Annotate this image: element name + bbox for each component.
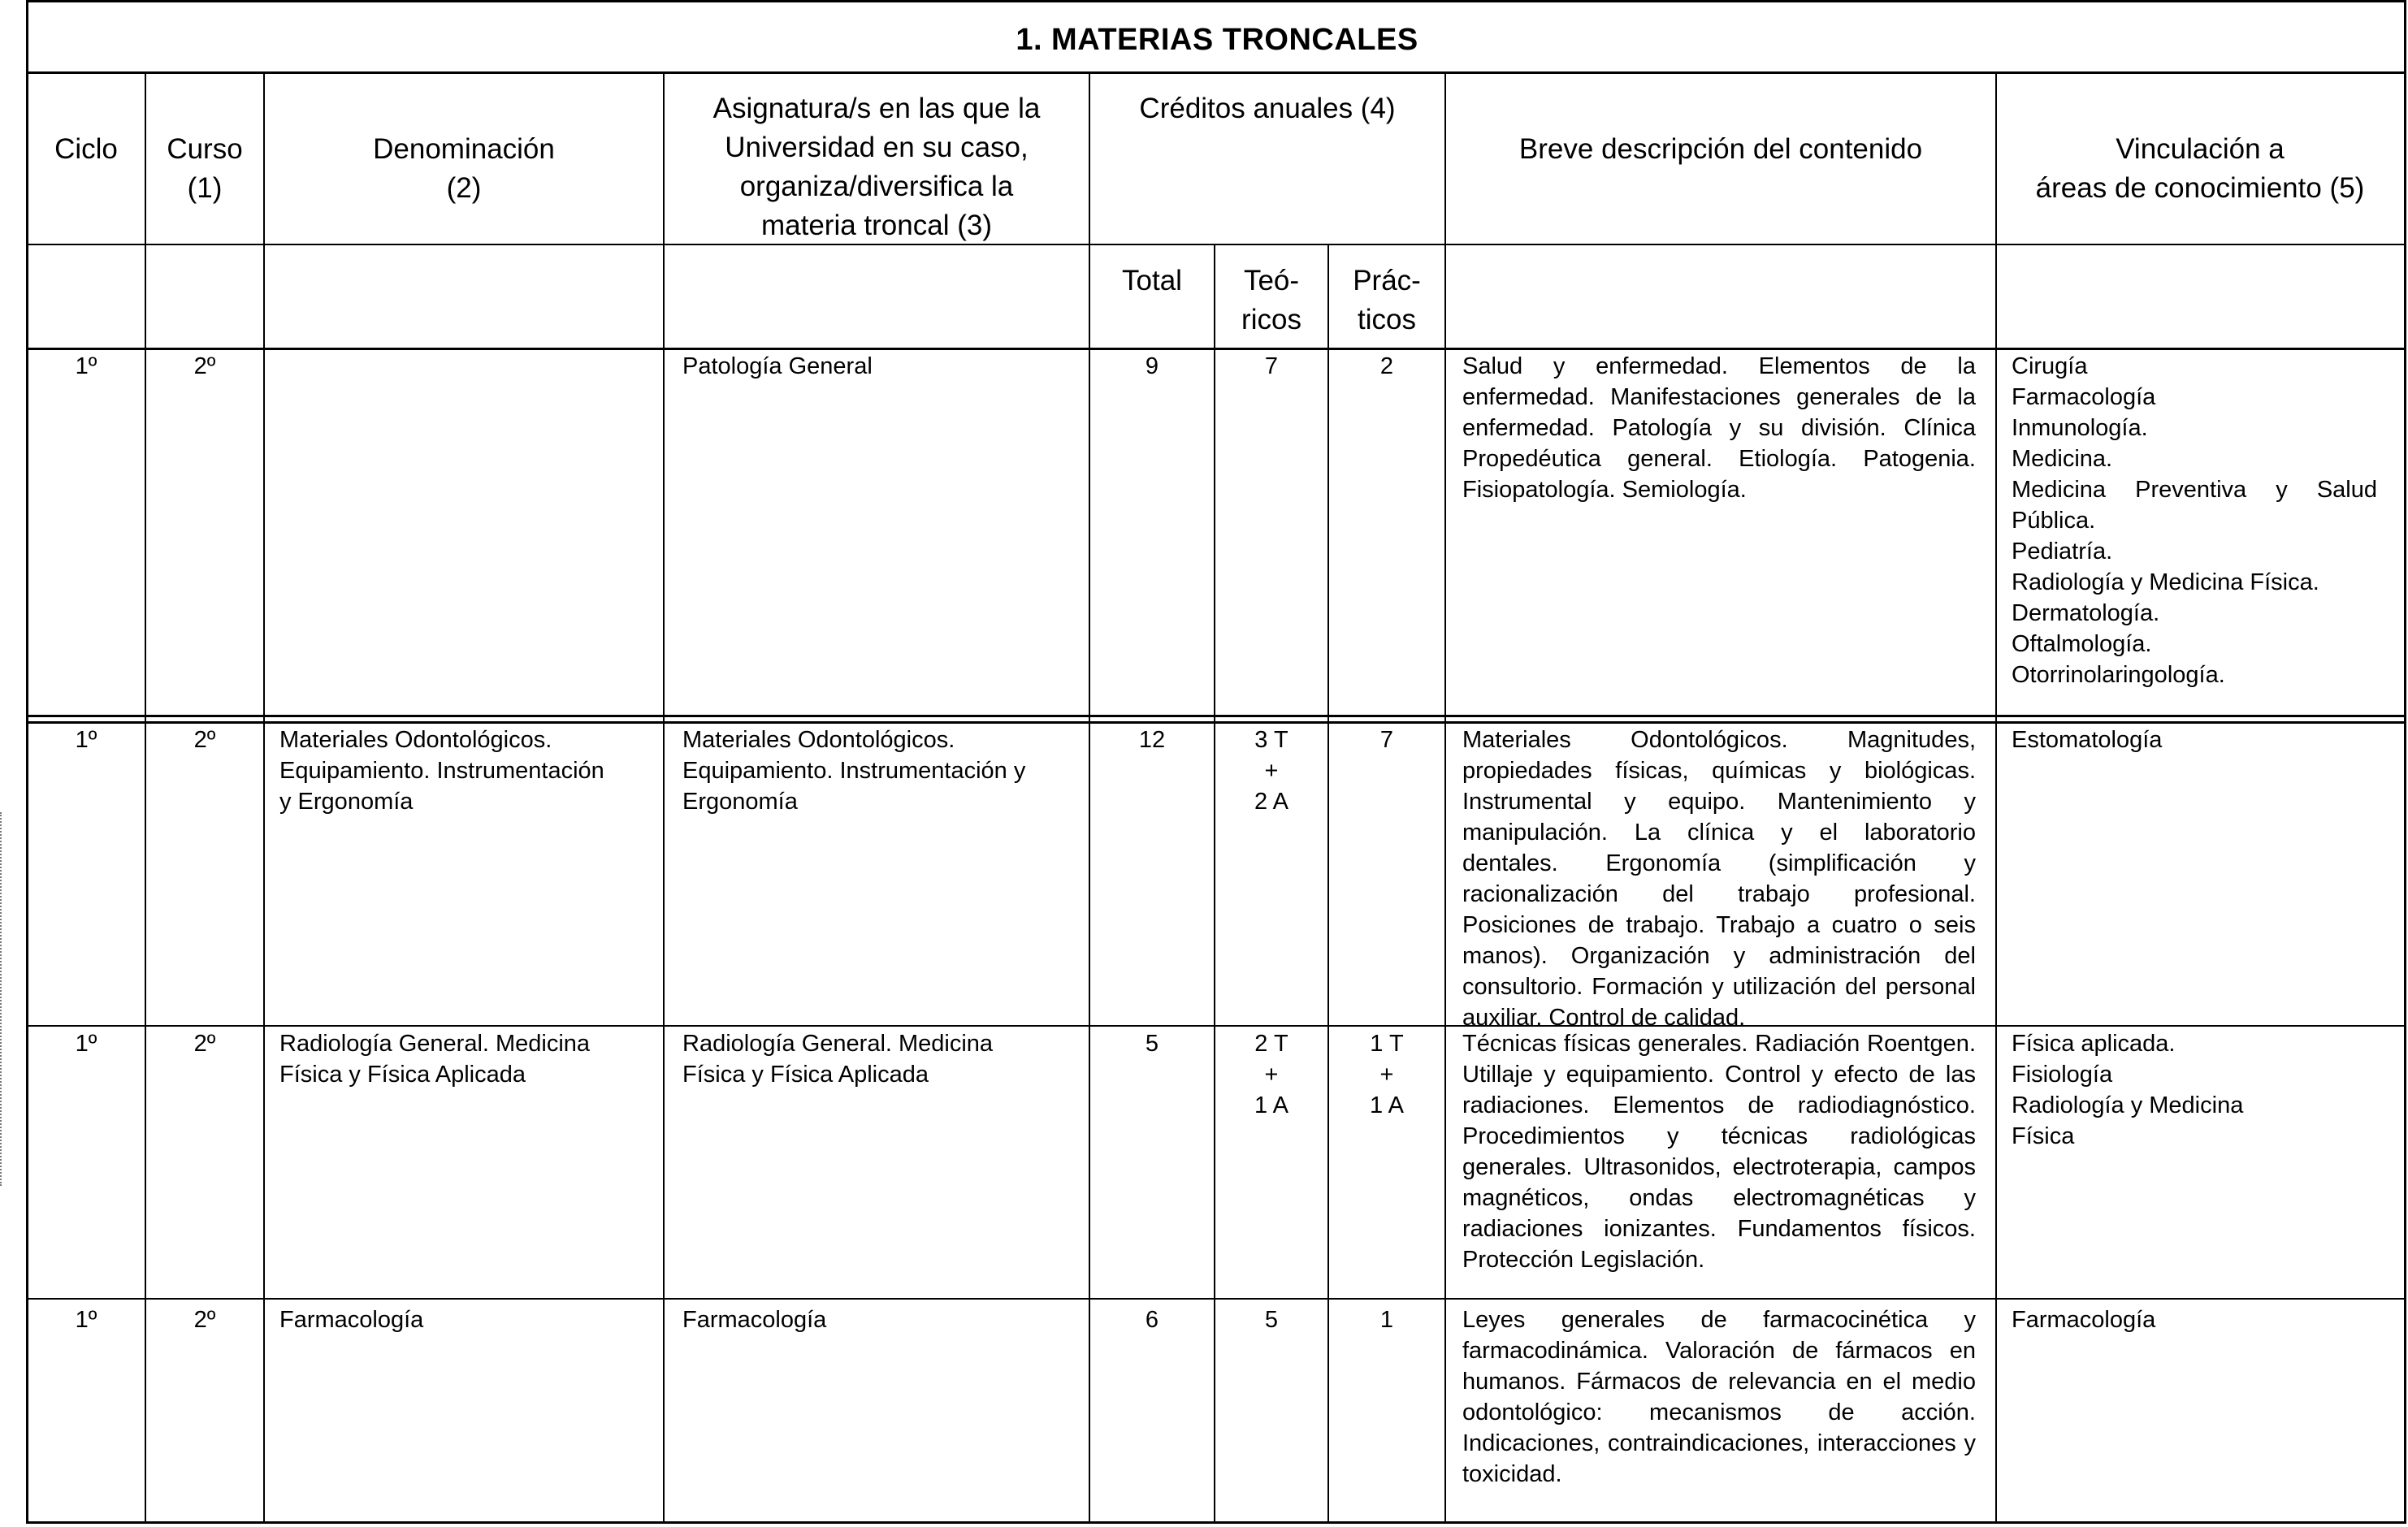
col-divider [263,71,265,348]
header-asignatura: Asignatura/s en las que la Universidad en su caso, organiza/diversifica la materia troncal (3) [712,93,1041,241]
col-divider [1995,348,1997,1524]
col-divider [1444,71,1446,348]
table-cell: 5 [1145,1031,1159,1057]
table-cell: 6 [1145,1307,1159,1333]
divider [26,244,2406,245]
header-vinculacion: Vinculación a áreas de conocimiento (5) [2035,133,2365,204]
table-cell: 2º [193,1031,216,1057]
header-practicos: Prác- ticos [1353,265,1421,335]
row-divider [26,1298,2406,1300]
scan-margin-marks [0,812,10,1186]
divider [26,348,2406,350]
table-cell: 2º [193,353,216,379]
table-cell: 2 [1379,353,1394,379]
table-cell: Física aplicada. Fisiología Radiología y Medicina Física [2012,1031,2244,1149]
table-cell: 12 [1138,727,1166,753]
table-cell: Farmacología [2012,1307,2156,1333]
header-denominacion: Denominación (2) [373,133,555,204]
table-cell: 2º [193,1307,216,1333]
table-cell: Farmacología [682,1307,827,1333]
table-cell: Radiología General. Medicina Física y Física Aplicada [279,1031,591,1088]
table-cell: 2º [193,727,216,753]
table-cell: 1º [75,1031,97,1057]
header-creditos: Créditos anuales (4) [1139,93,1396,124]
header-teoricos: Teó- ricos [1241,265,1301,335]
col-divider [145,348,146,1524]
table-cell: 7 [1264,353,1279,379]
table-cell: Patología General [682,353,873,379]
divider [26,71,2406,74]
table-cell: 1º [75,1307,97,1333]
table-cell: 7 [1379,727,1394,753]
table-cell: Materiales Odontológicos. Equipamiento. Instrumentación y Ergonomía [682,727,1026,815]
col-divider [663,348,665,1524]
table-cell: Técnicas físicas generales. Radiación Roentgen. Utillaje y equipamiento. Control y efecto de las radiaciones. Elementos de radiodiagnóstico. Procedimientos y técnicas radiológicas generales. Ultrasonidos, electroterapia, campos magnéticos, ondas electromagnéticas y radiaciones ionizantes. Fundamentos físicos. Protección Legislación. [1462,1031,1976,1273]
col-divider [1444,348,1446,1524]
table-cell: Estomatología [2012,727,2163,753]
table-cell: 1º [75,353,97,379]
page-title: 1. MATERIAS TRONCALES [1016,23,1418,57]
table-cell: 1º [75,727,97,753]
table-cell: Leyes generales de farmacocinética y farmacodinámica. Valoración de fármacos en humanos. Fármacos de relevancia en el medio odontológico: mecanismos de acción. Indicaciones, contraindicaciones, interacciones y toxicidad. [1462,1307,1976,1487]
table-cell: 3 T + 2 A [1254,727,1288,815]
row-divider [26,715,2406,717]
table-cell: Materiales Odontológicos. Magnitudes, propiedades físicas, químicas y biológicas. Instrumental y equipo. Mantenimiento y manipulación. La clínica y el laboratorio dentales. Ergonomía (simplificación y racionalización del trabajo profesional. Posiciones de trabajo. Trabajo a cuatro o seis manos). Organización y administración del consultorio. Formación y utilización del personal auxiliar. Control de calidad. [1462,727,1976,1031]
col-divider [1214,348,1215,1524]
header-descripcion: Breve descripción del contenido [1518,133,1923,165]
col-divider [263,348,265,1524]
header-curso: Curso (1) [167,133,243,204]
table-cell: 9 [1145,353,1159,379]
header-total: Total [1122,265,1182,296]
row-divider [26,1025,2406,1027]
table-cell: 2 T + 1 A [1254,1031,1288,1118]
table-cell: Radiología General. Medicina Física y Física Aplicada [682,1031,994,1088]
table-cell: Cirugía Farmacología Inmunología. Medicina. Medicina Preventiva y Salud Pública. Pediatría. Radiología y Medicina Física. Dermatología. Oftalmología. Otorrinolaringología. [2012,353,2377,688]
table-cell: Materiales Odontológicos. Equipamiento. Instrumentación y Ergonomía [279,727,604,815]
col-divider [145,71,146,348]
table-cell: 1 T + 1 A [1370,1031,1404,1118]
col-divider [1995,71,1997,348]
table-cell: 1 [1379,1307,1394,1333]
col-divider [1327,348,1329,1524]
table-cell: Farmacología [279,1307,424,1333]
table-cell: 5 [1264,1307,1279,1333]
header-ciclo: Ciclo [54,133,118,165]
table-cell: Salud y enfermedad. Elementos de la enfermedad. Manifestaciones generales de la enfermedad. Patología y su división. Clínica Propedéutica general. Etiología. Patogenia. Fisiopatología. Semiología. [1462,353,1976,503]
row-divider [26,721,2406,724]
col-divider [1089,348,1090,1524]
